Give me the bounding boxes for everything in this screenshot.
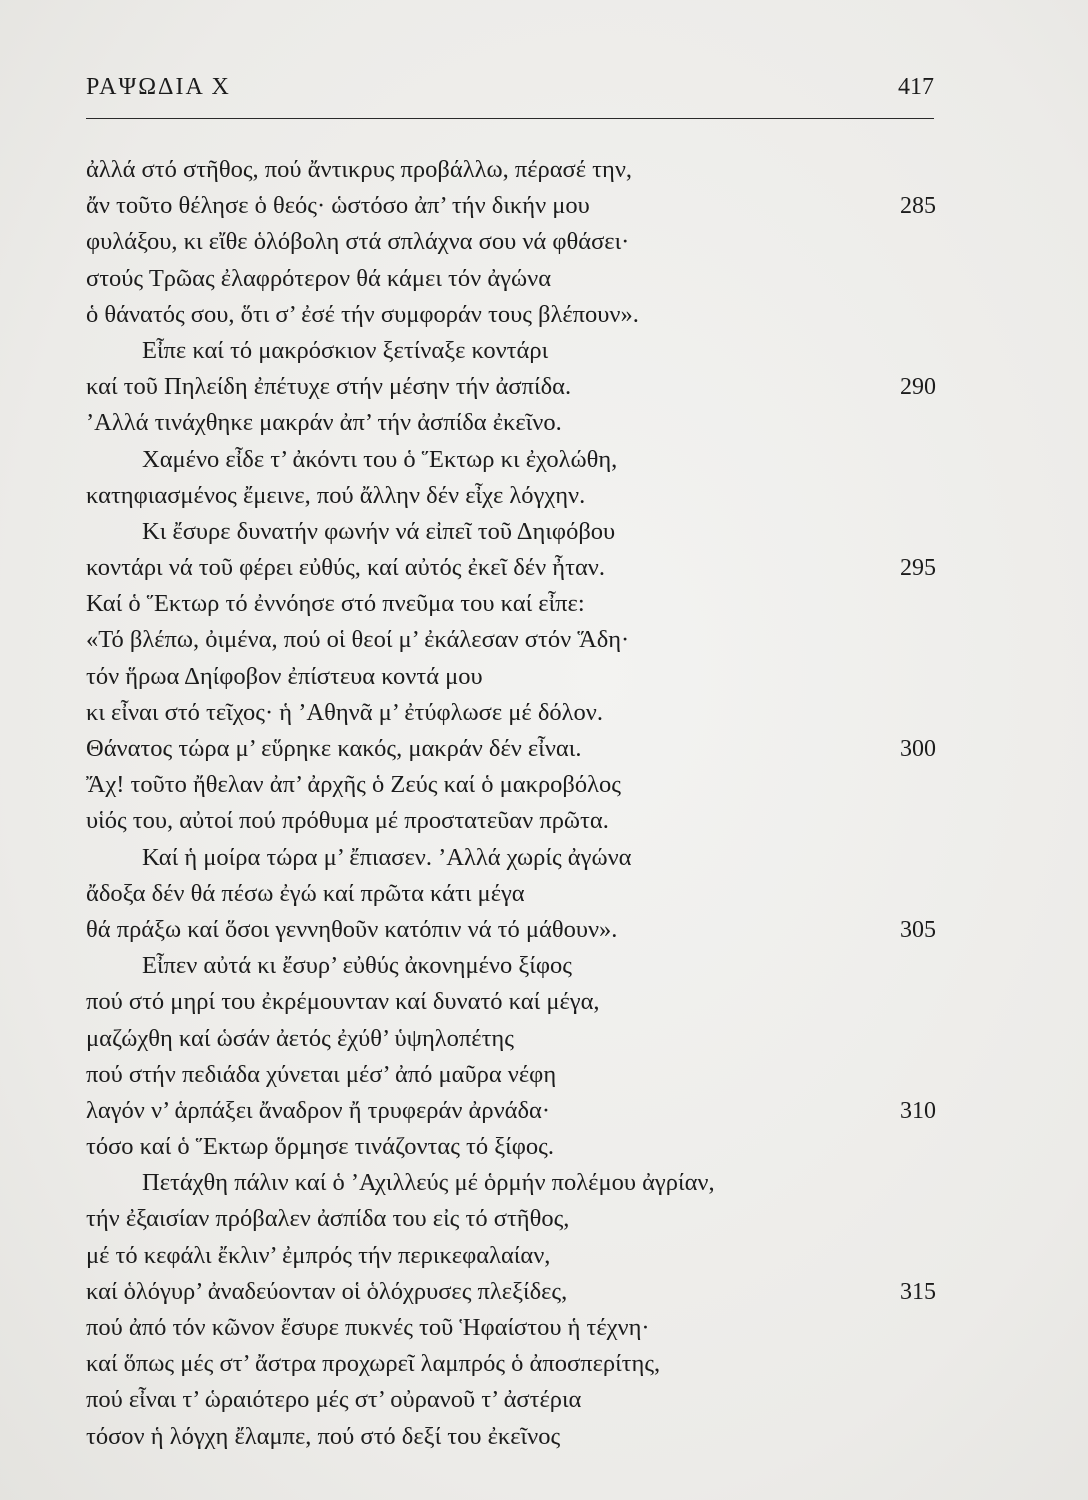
verse-text: Πετάχθη πάλιν καί ὁ ’Αχιλλεύς μέ ὁρμήν πολέμου ἀγρίαν,: [142, 1169, 715, 1197]
verse-text: ἄδοξα δέν θά πέσω ἐγώ καί πρῶτα κάτι μέγα: [86, 879, 525, 907]
line-number: 310: [900, 1097, 936, 1124]
verse-line: [86, 442, 936, 478]
verse-text: κι εἶναι στό τεῖχος· ἡ ’Αθηνᾶ μ’ ἐτύφλωσε μέ δόλον.: [86, 698, 603, 726]
verse-line: [86, 1419, 936, 1455]
chapter-title: ΡΑΨΩΔΙΑ Χ: [86, 74, 231, 100]
verse-text: πού στήν πεδιάδα χύνεται μέσ’ ἀπό μαῦρα νέφη: [86, 1060, 557, 1088]
verse-line: [86, 188, 936, 224]
verse-line: [86, 550, 936, 586]
verse-text: καί ὁλόγυρ’ ἀναδεύονταν οἱ ὁλόχρυσες πλεξίδες,: [86, 1277, 568, 1305]
verse-text: τόσον ἡ λόγχη ἔλαμπε, πού στό δεξί του ἐκεῖνος: [86, 1422, 561, 1450]
verse-text: Κι ἔσυρε δυνατήν φωνήν νά εἰπεῖ τοῦ Δηιφόβου: [142, 517, 616, 545]
verse-text: θά πράξω καί ὅσοι γεννηθοῦν κατόπιν νά τό μάθουν».: [86, 915, 618, 943]
running-header: [86, 74, 934, 114]
line-number: 315: [900, 1278, 936, 1305]
verse-text: Εἶπεν αὐτά κι ἔσυρ’ εὐθύς ἀκονημένο ξίφος: [142, 952, 572, 980]
verse-text: πού στό μηρί του ἐκρέμουνταν καί δυνατό καί μέγα,: [86, 988, 600, 1016]
verse-line: [86, 224, 936, 260]
verse-line: [86, 1057, 936, 1093]
verse-line: [86, 695, 936, 731]
verse-text: καί ὅπως μές στ’ ἄστρα προχωρεῖ λαμπρός ὁ ἀποσπερίτης,: [86, 1350, 661, 1378]
verse-line: [86, 369, 936, 405]
verse-line: [86, 405, 936, 441]
verse-text: ἀλλά στό στῆθος, πού ἄντικρυς προβάλλω, πέρασέ την,: [86, 156, 633, 183]
verse-text: πού ἀπό τόν κῶνον ἔσυρε πυκνές τοῦ Ἡφαίστου ἡ τέχνη·: [86, 1314, 650, 1341]
line-number: 300: [900, 736, 936, 762]
verse-line: [86, 1238, 936, 1274]
verse-line: [86, 152, 936, 188]
verse-text: υἱός του, αὐτοί πού πρόθυμα μέ προστατεῦαν πρῶτα.: [86, 807, 609, 835]
verse-text: καί τοῦ Πηλείδη ἐπέτυχε στήν μέσην τήν ἀσπίδα.: [86, 373, 572, 401]
verse-text: τήν ἐξαισίαν πρόβαλεν ἀσπίδα του εἰς τό στῆθος,: [86, 1205, 570, 1233]
verse-text: στούς Τρῶας ἐλαφρότερον θά κάμει τόν ἀγώνα: [86, 264, 552, 292]
verse-text: Καί ἡ μοίρα τώρα μ’ ἔπιασεν. ’Αλλά χωρίς ἀγώνα: [142, 843, 632, 871]
verse-text: κοντάρι νά τοῦ φέρει εὐθύς, καί αὐτός ἐκεῖ δέν ἦταν.: [86, 554, 605, 582]
verse-text: Καί ὁ Ἕκτωρ τό ἐννόησε στό πνεῦμα του καί εἶπε:: [86, 590, 585, 618]
verse-text: «Τό βλέπω, ὀιμένα, πού οἱ θεοί μ’ ἐκάλεσαν στόν Ἅδη·: [86, 626, 630, 654]
verse-line: [86, 1129, 936, 1165]
verse-line: [86, 1201, 936, 1237]
verse-line: [86, 261, 936, 297]
verse-line: [86, 514, 936, 550]
verse-line: [86, 767, 936, 803]
verse-line: [86, 586, 936, 622]
verse-text: κατηφιασμένος ἔμεινε, πού ἄλλην δέν εἶχε λόγχην.: [86, 481, 586, 509]
header-rule: [86, 118, 934, 119]
verse-line: [86, 1346, 936, 1382]
verse-text: τόσο καί ὁ Ἕκτωρ ὅρμησε τινάζοντας τό ξίφος.: [86, 1133, 554, 1161]
verse-text: Ἄχ! τοῦτο ἤθελαν ἀπ’ ἀρχῆς ὁ Ζεύς καί ὁ μακροβόλος: [86, 771, 621, 799]
verse-line: [86, 297, 936, 333]
page-number: 417: [898, 74, 934, 100]
verse-line: [86, 948, 936, 984]
verse-text: λαγόν ν’ ἁρπάξει ἄναδρον ἤ τρυφεράν ἀρνάδα·: [86, 1096, 551, 1124]
verse-line: [86, 840, 936, 876]
verse-line: [86, 912, 936, 948]
verse-text: τόν ἥρωα Δηίφοβον ἐπίστευα κοντά μου: [86, 662, 483, 690]
verse-line: [86, 1310, 936, 1346]
verse-line: [86, 1093, 936, 1129]
verse-line: [86, 1382, 936, 1418]
line-number: 295: [900, 555, 936, 582]
verse-line: [86, 803, 936, 839]
verse-line: [86, 876, 936, 912]
verse-text: Θάνατος τώρα μ’ εὕρηκε κακός, μακράν δέν εἶναι.: [86, 735, 582, 762]
verse-text: Εἶπε καί τό μακρόσκιον ξετίναξε κοντάρι: [142, 336, 549, 364]
verse-text: ’Αλλά τινάχθηκε μακράν ἀπ’ τήν ἀσπίδα ἐκεῖνο.: [86, 409, 562, 437]
line-number: 290: [900, 374, 936, 401]
verse-text: φυλάξου, κι εἴθε ὁλόβολη στά σπλάχνα σου νά φθάσει·: [86, 228, 630, 256]
verse-line: [86, 478, 936, 514]
verse-line: [86, 622, 936, 658]
verse-line: [86, 659, 936, 695]
verse-line: [86, 731, 936, 767]
verse-text: μαζώχθη καί ὡσάν ἀετός ἐχύθ’ ὑψηλοπέτης: [86, 1024, 514, 1052]
verse-line: [86, 1165, 936, 1201]
verse-text: Χαμένο εἶδε τ’ ἀκόντι του ὁ Ἕκτωρ κι ἐχολώθη,: [142, 445, 618, 473]
verse-line: [86, 1021, 936, 1057]
verse-line: [86, 984, 936, 1020]
verse-line: [86, 1274, 936, 1310]
verse-line: [86, 333, 936, 369]
verse-text: πού εἶναι τ’ ὡραιότερο μές στ’ οὐρανοῦ τ’ ἀστέρια: [86, 1386, 582, 1414]
line-number: 305: [900, 916, 936, 943]
verse-text: μέ τό κεφάλι ἔκλιν’ ἐμπρός τήν περικεφαλαίαν,: [86, 1241, 551, 1269]
verse-text: ὁ θάνατός σου, ὅτι σ’ ἐσέ τήν συμφοράν τους βλέπουν».: [86, 300, 639, 328]
verse-block: [86, 152, 936, 1455]
line-number: 285: [900, 193, 936, 220]
verse-text: ἄν τοῦτο θέλησε ὁ θεός· ὡστόσο ἀπ’ τήν δικήν μου: [86, 192, 590, 220]
